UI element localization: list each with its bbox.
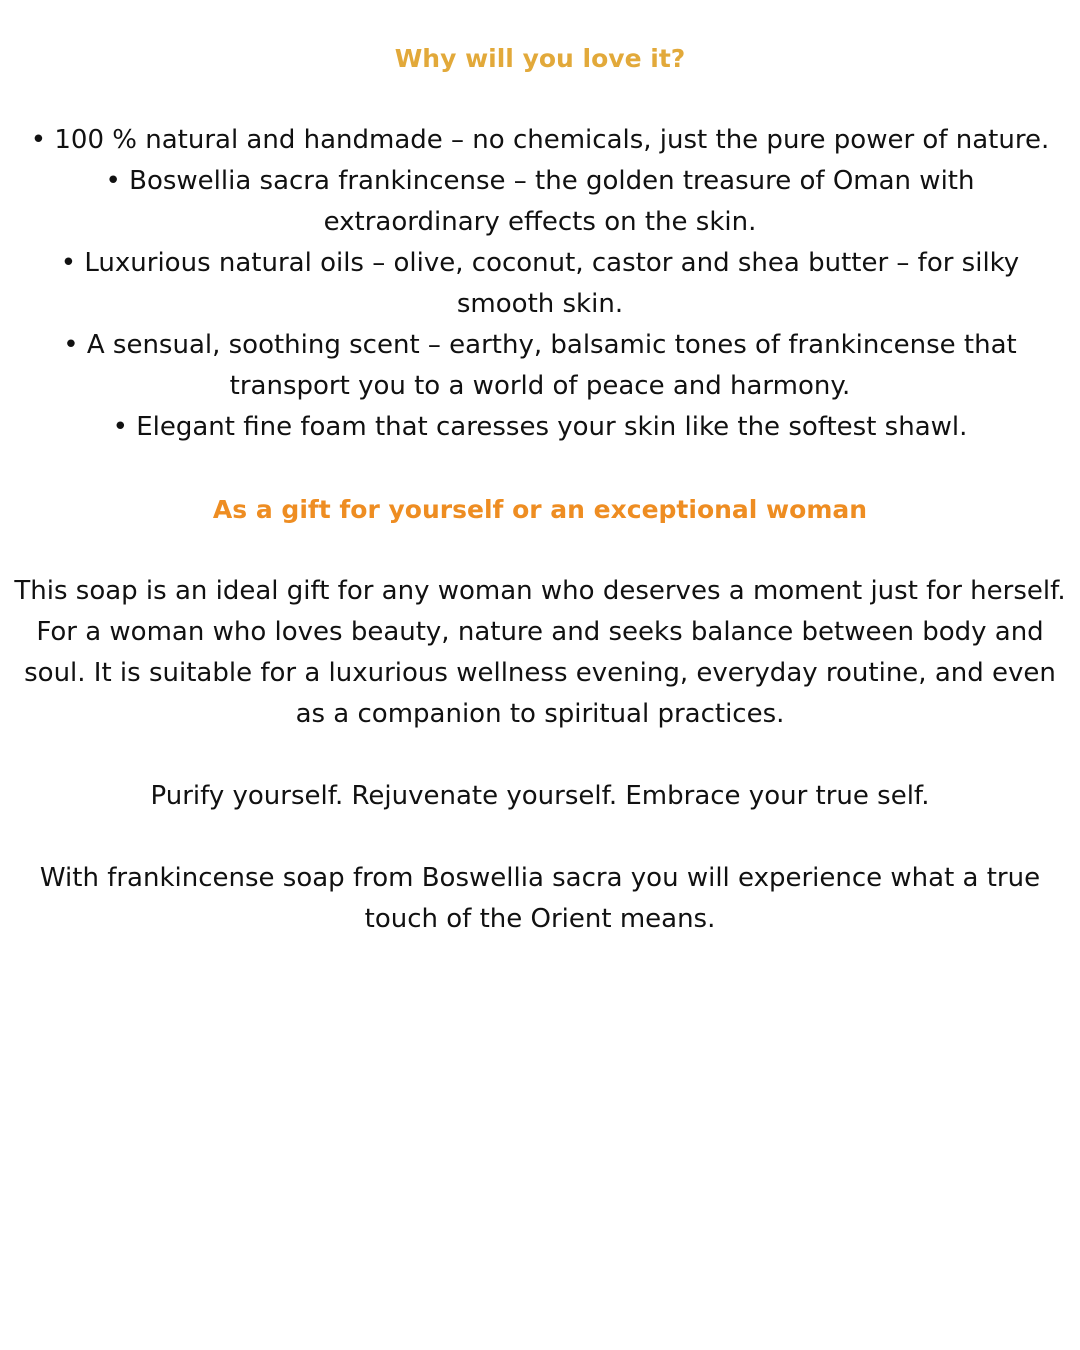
benefit-item-foam: • Elegant fine foam that caresses your skin like the softest shawl.: [112, 412, 968, 442]
tagline: Purify yourself. Rejuvenate yourself. Embrace your true self.: [150, 781, 930, 811]
heading-why-love-it: Why will you love it?: [394, 44, 686, 73]
gift-paragraph: This soap is an ideal gift for any woman who deserves a moment just for herself. For a woman who loves beauty, nature and seeks balance between body and soul. It is suitable for a luxurious wellness evening, everyday routine, and even as a companion to spiritual practices.: [14, 576, 1066, 729]
benefit-item-scent: • A sensual, soothing scent – earthy, balsamic tones of frankincense that transport you to a world of peace and harmony.: [63, 330, 1017, 401]
heading-gift: As a gift for yourself or an exceptional woman: [212, 495, 868, 524]
benefits-list: [14, 120, 1066, 448]
benefit-item-oils: • Luxurious natural oils – olive, coconut, castor and shea butter – for silky smooth skin.: [60, 248, 1020, 319]
benefit-item-natural: • 100 % natural and handmade – no chemicals, just the pure power of nature.: [30, 125, 1050, 155]
closing-paragraph: With frankincense soap from Boswellia sacra you will experience what a true touch of the Orient means.: [39, 863, 1041, 934]
benefit-item-frankincense: • Boswellia sacra frankincense – the golden treasure of Oman with extraordinary effects on the skin.: [105, 166, 975, 237]
